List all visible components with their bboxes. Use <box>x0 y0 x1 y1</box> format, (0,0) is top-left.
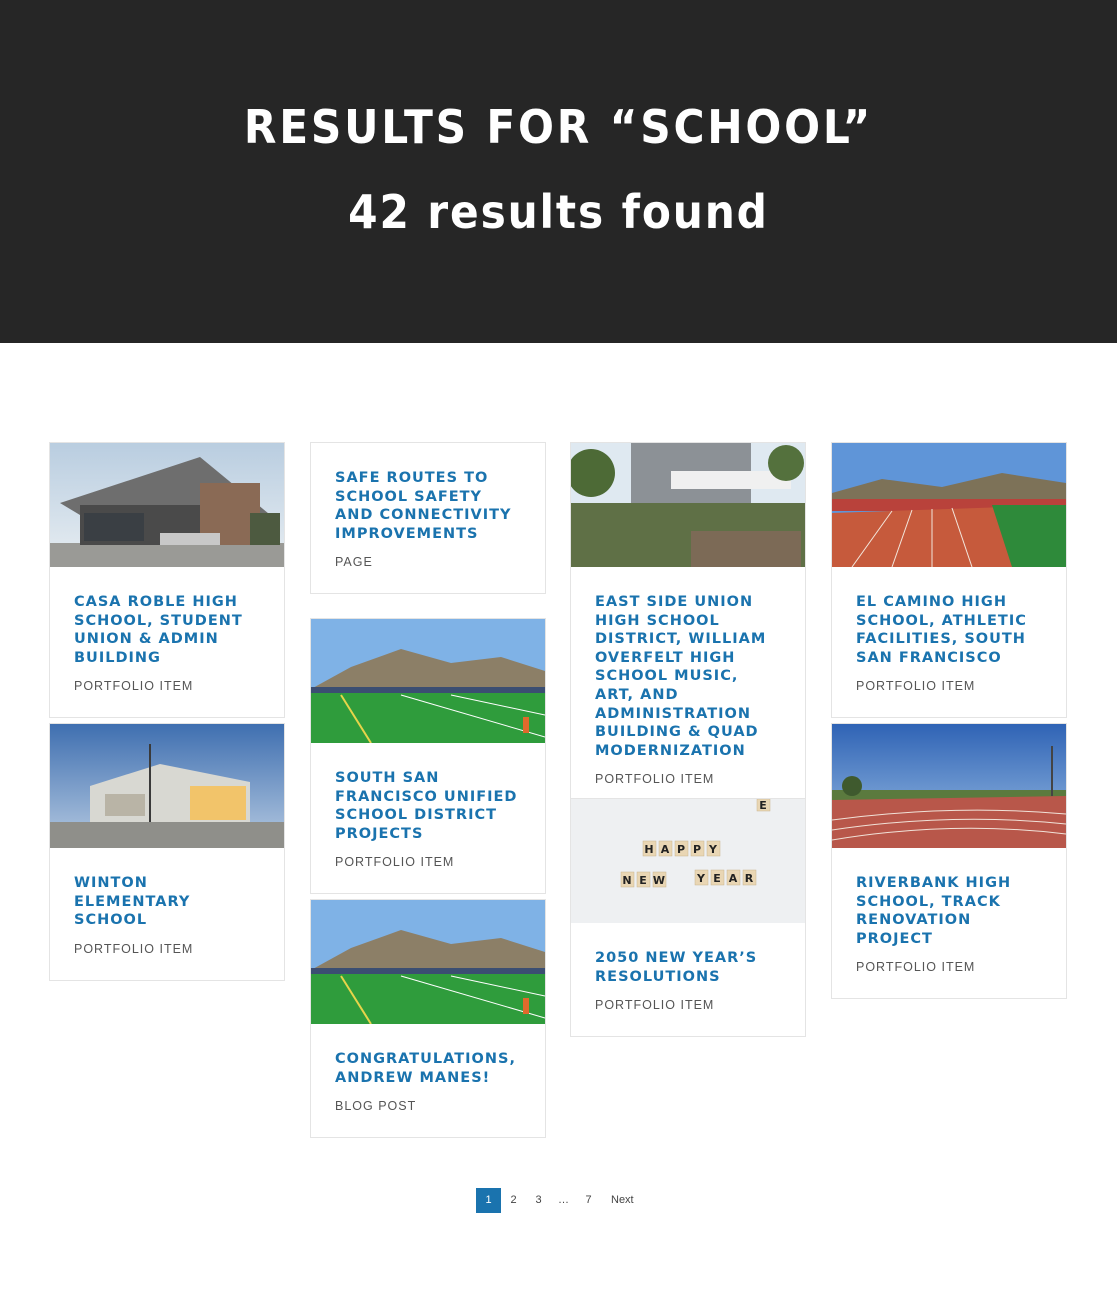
search-results-header <box>0 0 1117 343</box>
result-title-link[interactable]: SAFE ROUTES TO SCHOOL SAFETY AND CONNECTIVITY IMPROVEMENTS <box>335 470 512 542</box>
svg-text:N: N <box>622 874 632 887</box>
page-link[interactable]: 7 <box>585 1194 592 1206</box>
page-link[interactable]: 3 <box>535 1194 542 1206</box>
result-title-link[interactable]: WINTON ELEMENTARY SCHOOL <box>74 875 191 929</box>
svg-text:E: E <box>639 874 647 887</box>
svg-text:P: P <box>676 843 686 856</box>
result-card <box>310 899 546 1138</box>
result-thumbnail[interactable] <box>50 724 284 848</box>
svg-text:P: P <box>692 843 702 856</box>
svg-text:W: W <box>652 874 666 887</box>
results-count: 42 results found <box>348 185 769 239</box>
pagination-ellipsis: … <box>558 1194 569 1206</box>
result-thumbnail[interactable] <box>832 443 1066 567</box>
result-title-link[interactable]: EL CAMINO HIGH SCHOOL, ATHLETIC FACILITIES, SOUTH SAN FRANCISCO <box>856 594 1027 666</box>
results-title: RESULTS FOR “SCHOOL” <box>243 100 874 154</box>
svg-text:A: A <box>660 843 670 856</box>
result-type: PORTFOLIO ITEM <box>74 941 194 956</box>
pagination <box>476 1188 634 1213</box>
result-card <box>831 442 1067 718</box>
svg-text:A: A <box>728 872 738 885</box>
result-card <box>570 442 806 811</box>
result-card <box>49 723 285 981</box>
result-type: PAGE <box>335 555 373 570</box>
page-link[interactable]: 2 <box>510 1194 517 1206</box>
result-card <box>310 618 546 894</box>
result-card <box>310 442 546 594</box>
svg-text:H: H <box>644 843 654 856</box>
svg-text:E: E <box>713 872 721 885</box>
result-thumbnail[interactable] <box>571 799 805 923</box>
svg-text:R: R <box>744 872 754 885</box>
result-type: PORTFOLIO ITEM <box>335 855 455 870</box>
result-thumbnail[interactable] <box>311 900 545 1024</box>
svg-text:Y: Y <box>709 843 717 856</box>
result-type: PORTFOLIO ITEM <box>74 679 194 694</box>
result-title-link[interactable]: CASA ROBLE HIGH SCHOOL, STUDENT UNION & ADMIN BUILDING <box>74 594 243 666</box>
next-page-link[interactable]: Next <box>611 1194 634 1206</box>
result-thumbnail[interactable] <box>571 443 805 567</box>
result-type: PORTFOLIO ITEM <box>595 772 715 787</box>
result-card <box>570 798 806 1037</box>
result-card <box>49 442 285 718</box>
svg-text:E: E <box>759 799 767 812</box>
result-type: PORTFOLIO ITEM <box>856 679 976 694</box>
page-link-current[interactable]: 1 <box>476 1188 501 1213</box>
result-thumbnail[interactable] <box>50 443 284 567</box>
result-card <box>831 723 1067 999</box>
result-title-link[interactable]: 2050 NEW YEAR’S RESOLUTIONS <box>595 950 758 985</box>
result-thumbnail[interactable] <box>832 724 1066 848</box>
result-title-link[interactable]: RIVERBANK HIGH SCHOOL, TRACK RENOVATION PROJECT <box>856 875 1012 947</box>
result-title-link[interactable]: EAST SIDE UNION HIGH SCHOOL DISTRICT, WILLIAM OVERFELT HIGH SCHOOL MUSIC, ART, AND ADMINISTRATION BUILDING & QUAD MODERNIZATION <box>595 594 767 759</box>
result-type: PORTFOLIO ITEM <box>856 960 976 975</box>
result-thumbnail[interactable] <box>311 619 545 743</box>
result-type: PORTFOLIO ITEM <box>595 998 715 1013</box>
result-type: BLOG POST <box>335 1099 417 1114</box>
result-title-link[interactable]: SOUTH SAN FRANCISCO UNIFIED SCHOOL DISTRICT PROJECTS <box>335 770 518 842</box>
result-title-link[interactable]: CONGRATULATIONS, ANDREW MANES! <box>335 1051 516 1086</box>
svg-text:Y: Y <box>697 872 705 885</box>
